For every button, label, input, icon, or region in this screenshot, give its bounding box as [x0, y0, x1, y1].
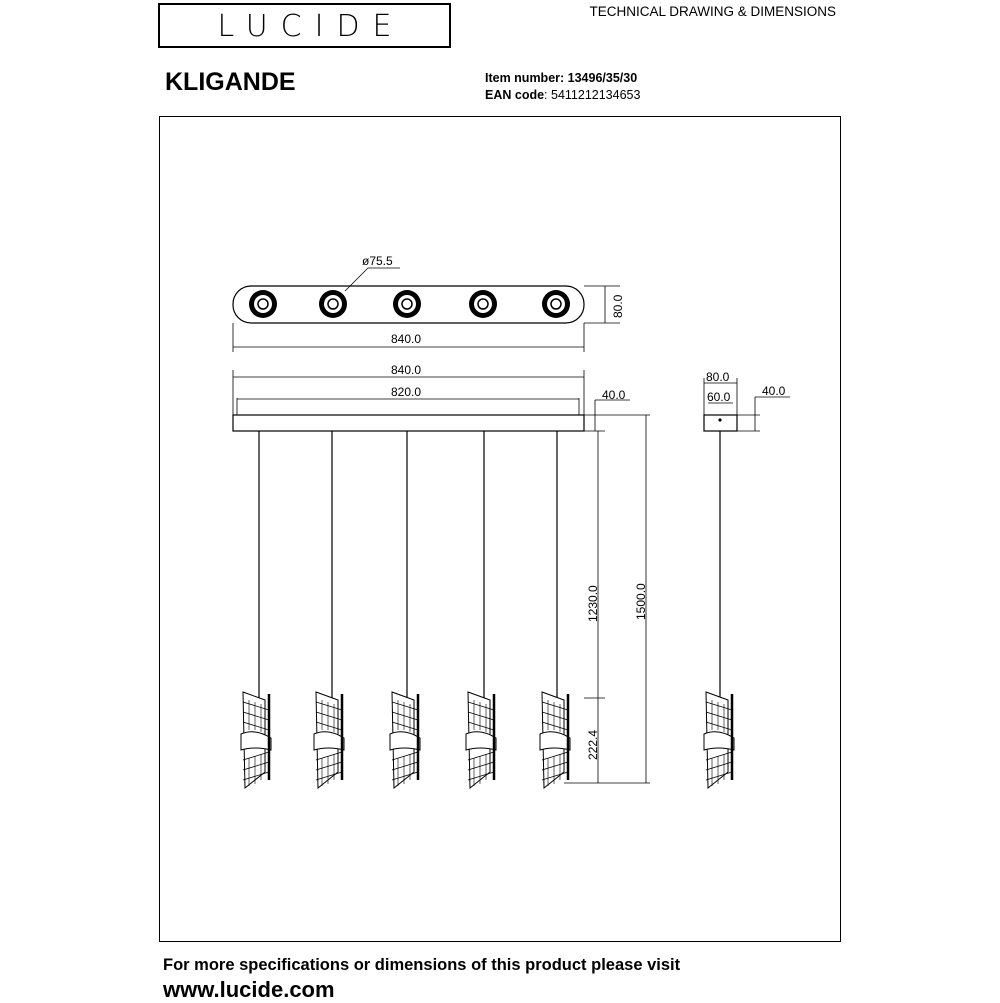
pendant-shade-5	[540, 692, 570, 788]
spot-diameter-label: ø75.5	[362, 254, 393, 268]
footer-note: For more specifications or dimensions of this product please visit	[163, 956, 681, 974]
pendant-shade-2	[314, 692, 344, 788]
pendant-shade-1	[241, 692, 271, 788]
side-pendant-shade	[704, 692, 734, 788]
pendant-shade-3	[390, 692, 420, 788]
item-number-value: : 13496/35/30	[560, 71, 638, 85]
top-depth-label: 80.0	[611, 294, 625, 318]
footer-url[interactable]: www.lucide.com	[163, 977, 335, 1002]
top-length-label: 840.0	[391, 332, 422, 346]
side-depth-label: 80.0	[706, 370, 730, 384]
ean-code-value: : 5411212134653	[544, 88, 641, 102]
spot-3	[393, 290, 421, 318]
pendant-shade-4	[466, 692, 496, 788]
side-inner-label: 60.0	[707, 390, 731, 404]
bar-length-label: 840.0	[391, 363, 422, 377]
item-number-label: Item number	[485, 71, 561, 85]
side-view-bar	[704, 415, 737, 431]
product-name: KLIGANDE	[165, 68, 296, 96]
spot-5	[542, 290, 570, 318]
brand-logo: LUCIDE	[217, 9, 405, 44]
spot-4	[469, 290, 497, 318]
ceiling-bar	[233, 415, 584, 431]
inner-length-label: 820.0	[391, 385, 422, 399]
side-height-label: 40.0	[762, 384, 786, 398]
bar-height-label: 40.0	[602, 388, 626, 402]
total-height-label: 1500.0	[634, 583, 648, 620]
spot-2	[319, 290, 347, 318]
spot-1	[249, 290, 277, 318]
ean-code-label: EAN code	[485, 88, 545, 102]
cable-length-label: 1230.0	[586, 585, 600, 622]
shade-height-label: 222.4	[586, 729, 600, 760]
document-type-label: TECHNICAL DRAWING & DIMENSIONS	[589, 4, 836, 19]
